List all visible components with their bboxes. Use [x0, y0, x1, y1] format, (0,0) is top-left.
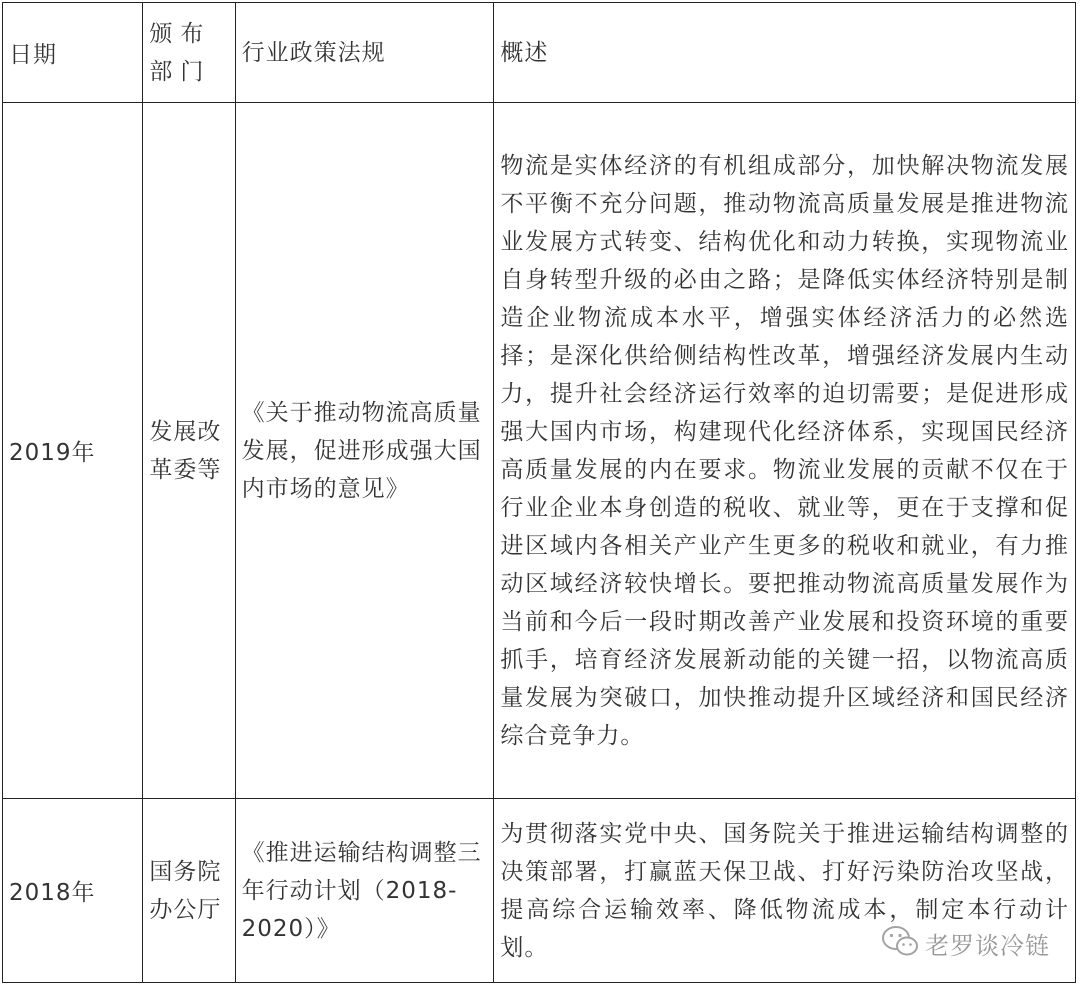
row-dept: 国务院办公厅 — [143, 799, 235, 983]
row-dept: 发展改革委等 — [143, 103, 235, 799]
row-date: 2018年 — [3, 799, 143, 983]
wechat-icon — [881, 925, 919, 961]
row-law: 《关于推动物流高质量发展，促进形成强大国内市场的意见》 — [235, 103, 494, 799]
row-summary: 为贯彻落实党中央、国务院关于推进运输结构调整的决策部署，打赢蓝天保卫战、打好污染防治攻坚战，提高综合运输效率、降低物流成本，制定本行动计划。 — [494, 799, 1076, 983]
header-summary: 概述 — [494, 3, 1076, 103]
row-law: 《推进运输结构调整三年行动计划（2018-2020）》 — [235, 799, 494, 983]
row-summary: 物流是实体经济的有机组成部分，加快解决物流发展不平衡不充分问题，推动物流高质量发展是推进物流业发展方式转变、结构优化和动力转换，实现物流业自身转型升级的必由之路；是降低实体经济特别是制造企业物流成本水平，增强实体经济活力的必然选择；是深化供给侧结构性改革，增强经济发展内生动力，提升社会经济运行效率的迫切需要；是促进形成强大国内市场，构建现代化经济体系，实现国民经济高质量发展的内在要求。物流业发展的贡献不仅在于行业企业本身创造的税收、就业等，更在于支撑和促进区域内各相关产业产生更多的税收和就业，有力推动区域经济较快增长。要把推动物流高质量发展作为当前和今后一段时期改善产业发展和投资环境的重要抓手，培育经济发展新动能的关键一招，以物流高质量发展为突破口，加快推动提升区域经济和国民经济综合竞争力。 — [494, 103, 1076, 799]
row-date: 2019年 — [3, 103, 143, 799]
header-dept: 颁布部门 — [143, 3, 235, 103]
watermark — [881, 925, 1050, 961]
table-header-row — [3, 3, 1076, 103]
table-row — [3, 103, 1076, 799]
policy-table — [2, 2, 1076, 983]
header-law: 行业政策法规 — [235, 3, 494, 103]
watermark-text: 老罗谈冷链 — [925, 931, 1050, 960]
header-date: 日期 — [3, 3, 143, 103]
